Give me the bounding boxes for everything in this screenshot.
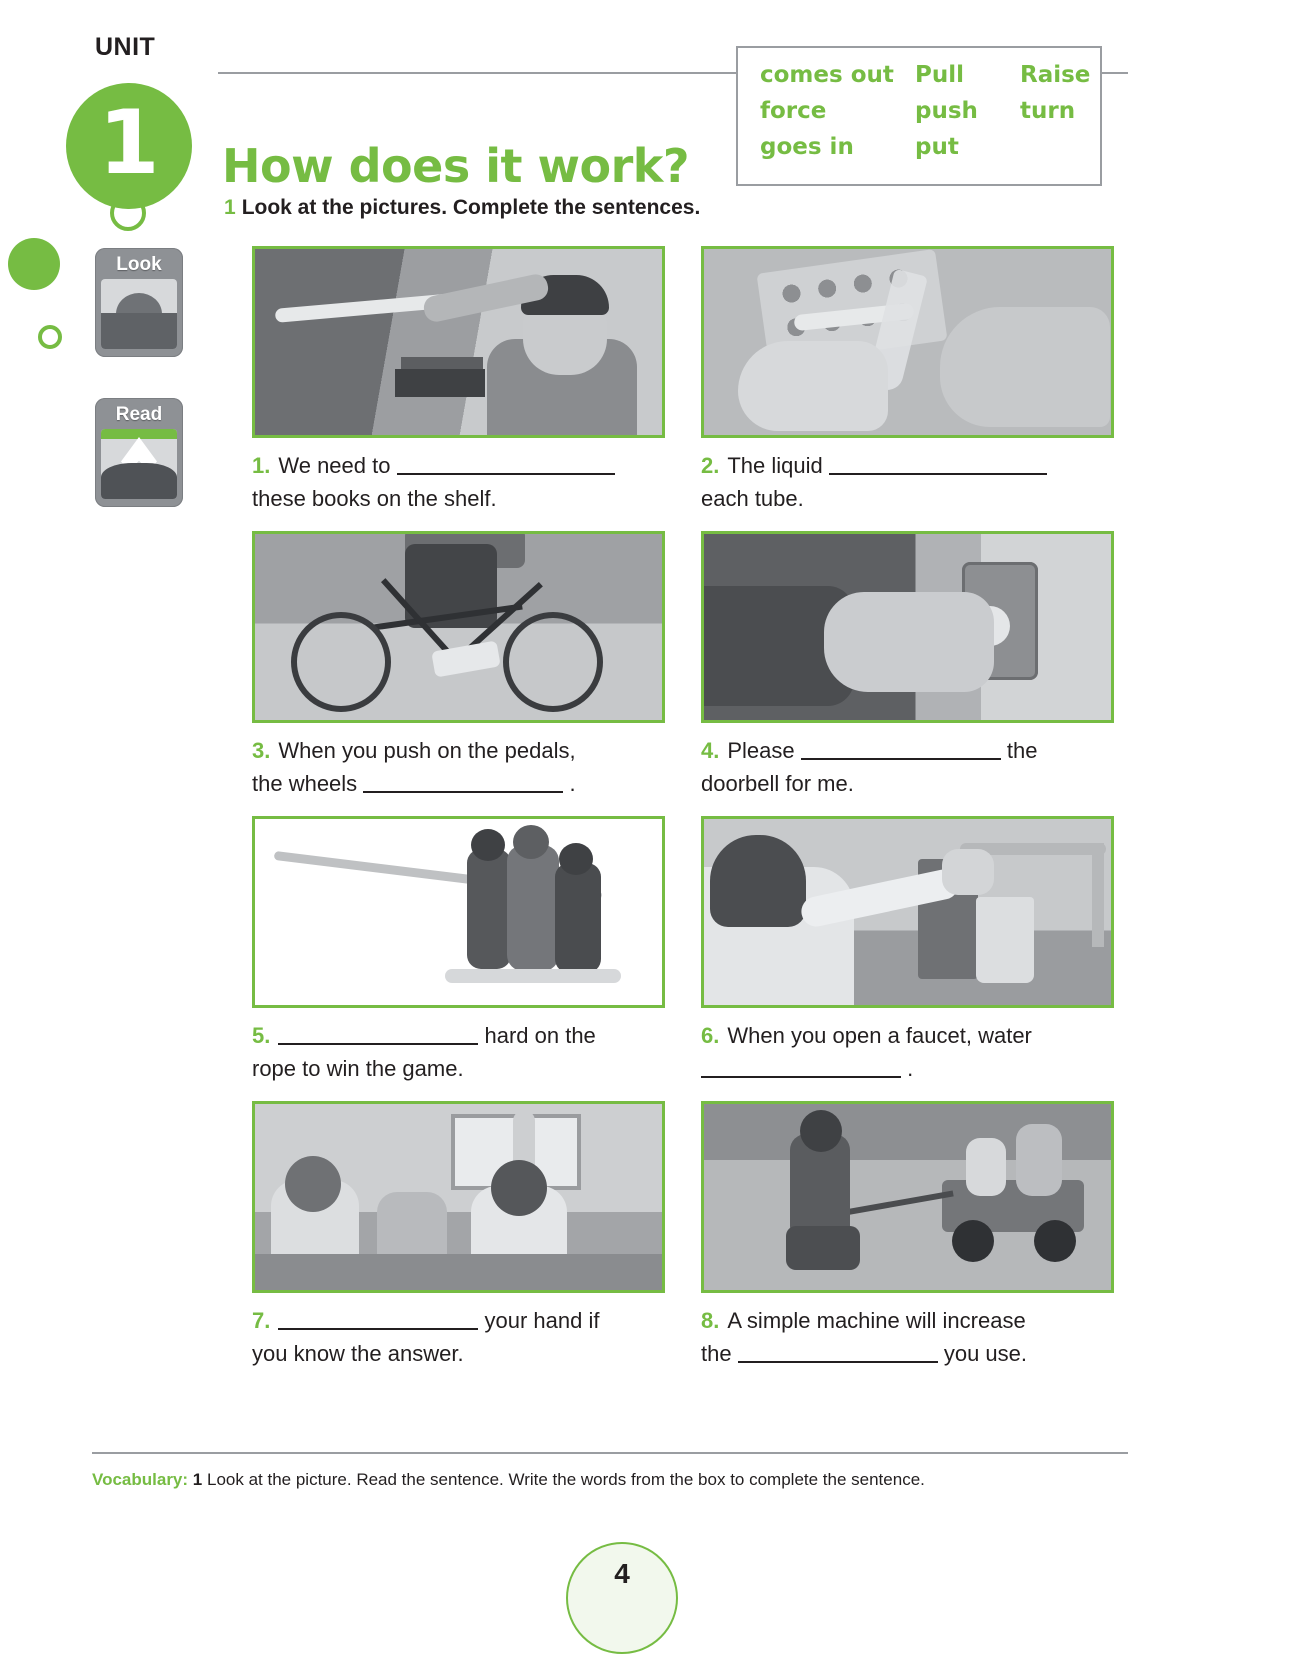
exercise-row bbox=[252, 246, 1114, 515]
answer-blank[interactable] bbox=[278, 1306, 478, 1330]
cyclist-pedals-photo bbox=[252, 531, 665, 723]
word-bank-item: Raise bbox=[1020, 62, 1091, 88]
exercise-sentence bbox=[252, 1305, 665, 1370]
word-bank-item: turn bbox=[1020, 98, 1076, 124]
exercise-instruction-text: Look at the pictures. Complete the sentences. bbox=[241, 196, 701, 219]
sentence-part-3: you know the answer. bbox=[252, 1340, 464, 1366]
exercise-row bbox=[252, 1101, 1114, 1370]
question-number: 2. bbox=[701, 453, 720, 478]
unit-label: UNIT bbox=[95, 33, 156, 61]
exercise-item-8 bbox=[701, 1101, 1114, 1370]
page-title: How does it work? bbox=[222, 138, 690, 193]
sidebar-tab-look-label: Look bbox=[116, 254, 162, 275]
answer-blank[interactable] bbox=[738, 1339, 938, 1363]
question-number: 1. bbox=[252, 453, 271, 478]
answer-blank[interactable] bbox=[829, 451, 1047, 475]
exercise-sentence bbox=[701, 1020, 1114, 1085]
unit-number: 1 bbox=[98, 91, 160, 194]
decorative-dot-large bbox=[8, 238, 60, 290]
sentence-part-2: the wheels bbox=[252, 770, 358, 796]
page-number-badge bbox=[566, 1542, 678, 1654]
question-number: 6. bbox=[701, 1023, 720, 1049]
question-number: 4. bbox=[701, 738, 720, 764]
sentence-part-3: . bbox=[907, 1055, 914, 1081]
exercise-sentence bbox=[252, 735, 665, 800]
word-bank-item: goes in bbox=[760, 134, 854, 160]
sentence-part-1: A simple machine will increase bbox=[727, 1308, 1026, 1334]
exercise-item-6 bbox=[701, 816, 1114, 1085]
word-bank-box bbox=[736, 46, 1102, 186]
exercise-instruction bbox=[224, 196, 700, 220]
sidebar-tab-read[interactable] bbox=[95, 398, 183, 507]
hands-test-tubes-photo bbox=[701, 246, 1114, 438]
exercise-sentence bbox=[701, 1305, 1114, 1370]
page-number: 4 bbox=[614, 1558, 630, 1589]
sentence-part-1: We need to bbox=[278, 453, 391, 478]
sentence-part-2: your hand if bbox=[484, 1308, 600, 1334]
sentence-part-2: these books on the shelf. bbox=[252, 485, 497, 511]
boy-pulling-wagon-photo bbox=[701, 1101, 1114, 1293]
answer-blank[interactable] bbox=[801, 736, 1001, 760]
decorative-dot-ring bbox=[38, 325, 62, 349]
sentence-part-3: . bbox=[569, 770, 576, 796]
exercise-item-5 bbox=[252, 816, 665, 1085]
footer-rule bbox=[92, 1452, 1128, 1454]
sentence-part-1: When you push on the pedals, bbox=[278, 738, 576, 764]
sentence-part-2: each tube. bbox=[701, 485, 804, 511]
sentence-part-2: the bbox=[1006, 738, 1038, 764]
exercise-item-4 bbox=[701, 531, 1114, 800]
sentence-part-1: Please bbox=[727, 738, 795, 764]
footer-label: Vocabulary: bbox=[92, 1470, 189, 1489]
answer-blank[interactable] bbox=[397, 451, 615, 475]
sidebar-tab-look[interactable] bbox=[95, 248, 183, 357]
answer-blank[interactable] bbox=[701, 1054, 901, 1078]
sentence-part-1: The liquid bbox=[727, 453, 823, 478]
unit-number-badge bbox=[66, 83, 192, 209]
sentence-part-1: When you open a faucet, water bbox=[727, 1023, 1032, 1049]
word-bank-item: force bbox=[760, 98, 827, 124]
exercise-item-3 bbox=[252, 531, 665, 800]
exercise-sentence bbox=[252, 450, 665, 515]
word-bank-item: put bbox=[915, 134, 959, 160]
sentence-part-3: you use. bbox=[943, 1340, 1028, 1366]
word-bank-item: push bbox=[915, 98, 978, 124]
hand-doorbell-photo bbox=[701, 531, 1114, 723]
exercise-item-1 bbox=[252, 246, 665, 515]
answer-blank[interactable] bbox=[278, 1021, 478, 1045]
word-bank-item: comes out bbox=[760, 62, 894, 88]
sentence-part-3: rope to win the game. bbox=[252, 1055, 464, 1081]
girl-faucet-photo bbox=[701, 816, 1114, 1008]
question-number: 8. bbox=[701, 1308, 720, 1334]
question-number: 5. bbox=[252, 1023, 271, 1049]
exercise-sentence bbox=[701, 450, 1114, 515]
exercise-item-7 bbox=[252, 1101, 665, 1370]
classroom-raised-hand-photo bbox=[252, 1101, 665, 1293]
question-number: 3. bbox=[252, 738, 271, 764]
exercise-sentence bbox=[252, 1020, 665, 1085]
book-icon bbox=[101, 429, 177, 499]
question-number: 7. bbox=[252, 1308, 271, 1334]
exercise-row bbox=[252, 531, 1114, 800]
sentence-part-2: hard on the bbox=[484, 1023, 596, 1049]
exercise-item-2 bbox=[701, 246, 1114, 515]
footer-note bbox=[92, 1470, 925, 1490]
footer-description: Look at the picture. Read the sentence. Write the words from the box to complete the sentence. bbox=[207, 1470, 925, 1489]
boy-reaching-shelf-photo bbox=[252, 246, 665, 438]
eye-icon bbox=[101, 279, 177, 349]
footer-number: 1 bbox=[192, 1470, 203, 1489]
sentence-part-3: doorbell for me. bbox=[701, 770, 854, 796]
sentence-part-2: the bbox=[701, 1340, 732, 1366]
exercise-row bbox=[252, 816, 1114, 1085]
tug-of-war-photo bbox=[252, 816, 665, 1008]
exercise-sentence bbox=[701, 735, 1114, 800]
sidebar-tab-read-label: Read bbox=[115, 404, 163, 425]
exercise-grid bbox=[252, 246, 1114, 1386]
word-bank-item: Pull bbox=[915, 62, 964, 88]
answer-blank[interactable] bbox=[363, 769, 563, 793]
exercise-instruction-number: 1 bbox=[224, 196, 236, 219]
